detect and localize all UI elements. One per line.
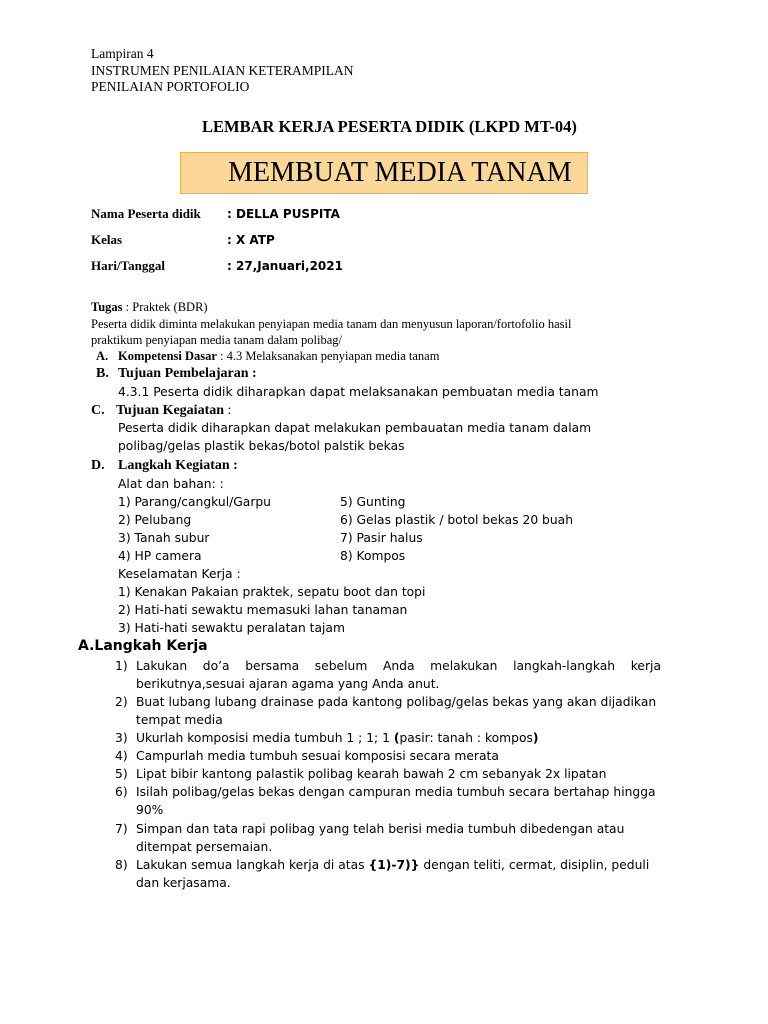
section-b-label: Tujuan Pembelajaran :: [118, 366, 257, 381]
section-a-marker: A.: [96, 349, 109, 363]
step-text-part: {1)-7)}: [368, 858, 420, 872]
identity-label-date: Hari/Tanggal: [91, 258, 165, 273]
tool-item: 8) Kompos: [340, 549, 406, 563]
step-number: 3): [115, 731, 128, 745]
step-text-part: pasir: tanah : kompos: [399, 731, 533, 745]
section-b-text: 4.3.1 Peserta didik diharapkan dapat melaksanakan pembuatan media tanam: [118, 385, 599, 399]
section-c-label: Tujuan Kegaiatan: [116, 403, 225, 418]
tool-item: 7) Pasir halus: [340, 531, 423, 545]
task-label: Tugas: [91, 300, 123, 314]
step-text: dan kerjasama.: [136, 876, 231, 890]
safety-item: 2) Hati-hati sewaktu memasuki lahan tanaman: [118, 603, 408, 617]
section-c-colon: :: [224, 403, 232, 418]
step-number: 7): [115, 822, 128, 836]
tool-item: 4) HP camera: [118, 549, 202, 563]
appendix-label: Lampiran 4: [91, 46, 154, 61]
step-text: Lipat bibir kantong palastik polibag kearah bawah 2 cm sebanyak 2x lipatan: [136, 767, 607, 781]
step-text: [136, 856, 649, 874]
safety-item: 3) Hati-hati sewaktu peralatan tajam: [118, 621, 345, 635]
step-number: 2): [115, 695, 128, 709]
step-number: 4): [115, 749, 128, 763]
safety-item: 1) Kenakan Pakaian praktek, sepatu boot dan topi: [118, 585, 426, 599]
section-b-marker: B.: [96, 366, 109, 381]
section-c-line: [116, 403, 231, 419]
instrument-title: INSTRUMEN PENILAIAN KETERAMPILAN: [91, 63, 354, 78]
tool-item: 6) Gelas plastik / botol bekas 20 buah: [340, 513, 573, 527]
step-number: 1): [115, 659, 128, 673]
step-text: Isilah polibag/gelas bekas dengan campuran media tumbuh secara bertahap hingga: [136, 785, 656, 799]
step-text: Campurlah media tumbuh sesuai komposisi secara merata: [136, 749, 499, 763]
step-text-part: Ukurlah komposisi media tumbuh 1 ; 1; 1: [136, 731, 394, 745]
tool-item: 2) Pelubang: [118, 513, 192, 527]
section-d-marker: D.: [91, 458, 105, 473]
section-a-label: Kompetensi Dasar: [118, 349, 217, 363]
task-value: : Praktek (BDR): [122, 300, 208, 314]
step-text: ditempat persemaian.: [136, 840, 273, 854]
worksheet-title: LEMBAR KERJA PESERTA DIDIK (LKPD MT-04): [202, 117, 577, 136]
section-a-value: : 4.3 Melaksanakan penyiapan media tanam: [216, 349, 440, 363]
step-text-part: dengan teliti, cermat, disiplin, peduli: [419, 858, 650, 872]
identity-value-date: : 27,Januari,2021: [227, 259, 343, 273]
section-c-text-2: polibag/gelas plastik bekas/botol palstik bekas: [118, 439, 405, 453]
tool-item: 5) Gunting: [340, 495, 406, 509]
step-text: 90%: [136, 803, 164, 817]
tool-item: 3) Tanah subur: [118, 531, 210, 545]
step-text: Simpan dan tata rapi polibag yang telah berisi media tumbuh dibedengan atau: [136, 822, 625, 836]
assessment-title: PENILAIAN PORTOFOLIO: [91, 79, 250, 94]
step-text-part: Lakukan semua langkah kerja di atas: [136, 858, 369, 872]
step-number: 6): [115, 785, 128, 799]
tool-item: 1) Parang/cangkul/Garpu: [118, 495, 271, 509]
step-text: tempat media: [136, 713, 223, 727]
step-text-part: ): [532, 731, 539, 745]
work-steps-heading: A.Langkah Kerja: [78, 638, 208, 654]
task-desc-2: praktikum penyiapan media tanam dalam polibag/: [91, 333, 342, 347]
section-c-marker: C.: [91, 403, 105, 418]
section-c-text-1: Peserta didik diharapkan dapat melakukan pembauatan media tanam dalam: [118, 421, 592, 435]
section-a-line: [118, 349, 439, 364]
step-text-part: (: [393, 731, 400, 745]
identity-label-name: Nama Peserta didik: [91, 206, 201, 221]
step-number: 8): [115, 858, 128, 872]
banner-title: MEMBUAT MEDIA TANAM: [228, 157, 572, 188]
tools-heading: Alat dan bahan: :: [118, 477, 224, 491]
step-text: Lakukan do’a bersama sebelum Anda melakukan langkah-langkah kerja: [136, 659, 661, 673]
identity-value-class: : X ATP: [227, 233, 275, 247]
identity-label-class: Kelas: [91, 232, 123, 247]
step-text: Buat lubang lubang drainase pada kantong polibag/gelas bekas yang akan dijadikan: [136, 695, 657, 709]
task-desc-1: Peserta didik diminta melakukan penyiapan media tanam dan menyusun laporan/fortofolio hasil: [91, 317, 572, 331]
safety-heading: Keselamatan Kerja :: [118, 567, 241, 581]
section-d-label: Langkah Kegiatan :: [118, 458, 238, 473]
task-line: [91, 300, 208, 315]
step-text: berikutnya,sesuai ajaran agama yang Anda anut.: [136, 677, 440, 691]
step-number: 5): [115, 767, 128, 781]
step-text: [136, 729, 539, 747]
identity-value-name: : DELLA PUSPITA: [227, 207, 340, 221]
